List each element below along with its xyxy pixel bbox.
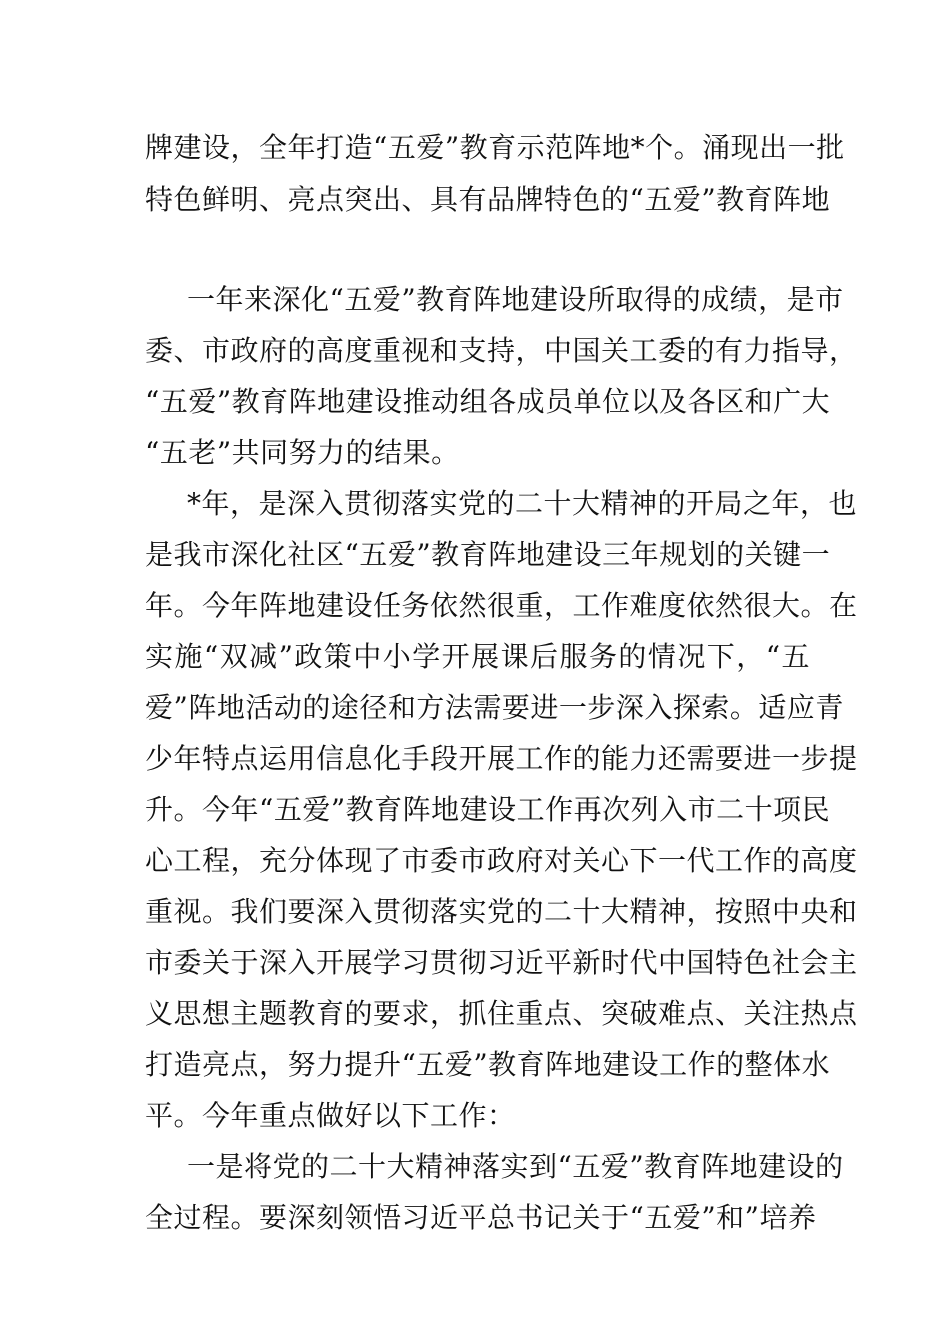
text-line: 实施“双减”政策中小学开展课后服务的情况下，“五 [145, 640, 810, 673]
text-line: 年。今年阵地建设任务依然很重，工作难度依然很大。在 [145, 589, 858, 622]
text-line: 是我市深化社区“五爱”教育阵地建设三年规划的关键一 [145, 538, 831, 571]
text-line: 委、市政府的高度重视和支持，中国关工委的有力指导， [145, 334, 858, 367]
text-line: 升。今年“五爱”教育阵地建设工作再次列入市二十项民 [145, 793, 831, 826]
text-line: 一年来深化“五爱”教育阵地建设所取得的成绩，是市 [187, 283, 844, 316]
text-line: 特色鲜明、亮点突出、具有品牌特色的“五爱”教育阵地 [145, 183, 831, 216]
text-line: 爱”阵地活动的途径和方法需要进一步深入探索。适应青 [145, 691, 844, 724]
text-line: 重视。我们要深入贯彻落实党的二十大精神，按照中央和 [145, 895, 858, 928]
text-line: 少年特点运用信息化手段开展工作的能力还需要进一步提 [145, 742, 858, 775]
text-line: 义思想主题教育的要求，抓住重点、突破难点、关注热点 [145, 997, 858, 1030]
text-line: 市委关于深入开展学习贯彻习近平新时代中国特色社会主 [145, 946, 858, 979]
text-line: 打造亮点，努力提升“五爱”教育阵地建设工作的整体水 [145, 1048, 831, 1081]
text-line: 一是将党的二十大精神落实到“五爱”教育阵地建设的 [187, 1150, 844, 1183]
text-line: 牌建设，全年打造“五爱”教育示范阵地*个。涌现出一批 [145, 131, 845, 164]
text-line: 全过程。要深刻领悟习近平总书记关于“五爱”和”培养 [145, 1201, 817, 1234]
text-line: 心工程，充分体现了市委市政府对关心下一代工作的高度 [145, 844, 858, 877]
text-line: “五老”共同努力的结果。 [145, 436, 460, 469]
text-line: “五爱”教育阵地建设推动组各成员单位以及各区和广大 [145, 385, 831, 418]
text-line: *年，是深入贯彻落实党的二十大精神的开局之年，也 [187, 487, 858, 520]
text-line: 平。今年重点做好以下工作： [145, 1099, 516, 1132]
